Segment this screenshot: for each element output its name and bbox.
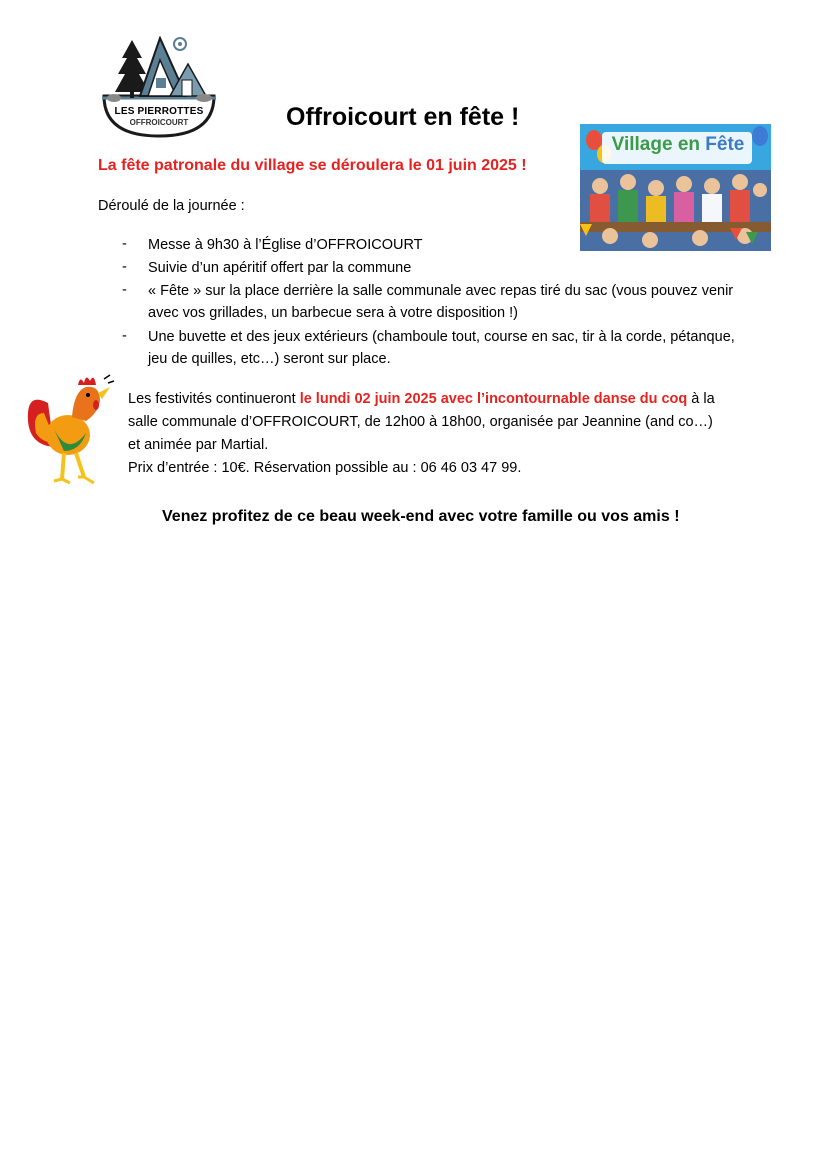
list-item: « Fête » sur la place derrière la salle communale avec repas tiré du sac (vous pouvez venir avec vos grillades, un barbecue sera à votre disposition !) (148, 283, 734, 321)
subtitle: La fête patronale du village se déroulera le 01 juin 2025 ! (98, 157, 527, 174)
festivities-line-3: et animée par Martial. (128, 437, 269, 453)
festivities-line-2: salle communale d’OFFROICOURT, de 12h00 à 18h00, organisée par Jeannine (and co…) (128, 414, 713, 430)
page-title: Offroicourt en fête ! (286, 103, 520, 131)
festivities-text-end: à la (687, 391, 715, 407)
list-dash: - (122, 259, 127, 275)
les-pierrottes-logo (100, 36, 218, 140)
list-dash: - (122, 328, 127, 344)
festivities-line-1 (128, 388, 715, 410)
banner-word-village: Village en (611, 134, 700, 155)
list-dash: - (122, 236, 127, 252)
logo-line-2: OFFROICOURT (129, 118, 189, 127)
schedule-intro: Déroulé de la journée : (98, 198, 245, 214)
festivities-text: Les festivités continueront (128, 391, 300, 407)
list-item: Suivie d’un apéritif offert par la commune (148, 260, 412, 276)
festivities-highlight: le lundi 02 juin 2025 avec l’incontournable danse du coq (299, 391, 688, 407)
festivities-line-4: Prix d’entrée : 10€. Réservation possible au : 06 46 03 47 99. (128, 460, 522, 476)
banner-word-fete: Fête (705, 134, 745, 155)
logo-line-1: LES PIERROTTES (114, 106, 204, 117)
closing-message: Venez profitez de ce beau week-end avec votre famille ou vos amis ! (162, 508, 680, 525)
village-en-fete-banner (580, 124, 771, 251)
list-dash: - (122, 282, 127, 298)
rooster-illustration (24, 373, 116, 491)
list-item: Messe à 9h30 à l’Église d’OFFROICOURT (148, 237, 423, 253)
list-item: Une buvette et des jeux extérieurs (chamboule tout, course en sac, tir à la corde, pétanque, jeu de quilles, etc…) seront sur place. (148, 329, 735, 367)
